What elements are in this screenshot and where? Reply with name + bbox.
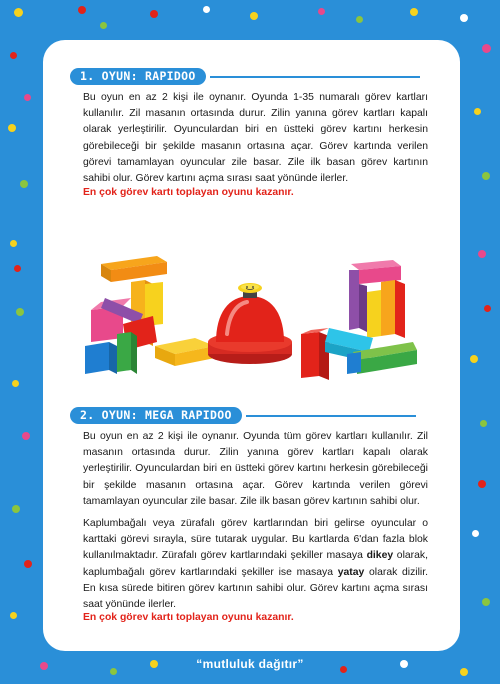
confetti-dot (12, 505, 20, 513)
game1-title: 1. OYUN: RAPIDOO (70, 68, 206, 85)
confetti-dot (20, 180, 28, 188)
confetti-dot (470, 355, 478, 363)
game2-paragraph-2 (83, 516, 428, 613)
game1-paragraph: Bu oyun en az 2 kişi ile oynanır. Oyunda 1-35 numaralı görev kartları kullanılır. Zil masanın ortasında durur. Zilin yanına görev kartları kapalı olarak yerleştirilir. Oyunculardan biri en üstteki görev kartını herkesin görebileceği bir şekilde masanın ortasına açar. Görev kartında verilen görevi tamamlayan oyuncular zile basar. Zile ilk basan görev kartının sahibi olur. Görev kartını açma sırası saat yönünde ilerler. (83, 92, 428, 185)
red-pillar (301, 328, 329, 380)
confetti-dot (250, 12, 258, 20)
right-block-stack (325, 260, 417, 374)
left-block-stack (85, 256, 167, 374)
confetti-dot (14, 265, 21, 272)
game2-p2-dikey: dikey (366, 550, 394, 562)
confetti-dot (78, 6, 86, 14)
confetti-dot (478, 480, 486, 488)
confetti-dot (150, 10, 158, 18)
confetti-dot (203, 6, 210, 13)
game2-title: 2. OYUN: MEGA RAPIDOO (70, 407, 242, 424)
confetti-dot (482, 172, 490, 180)
confetti-dot (480, 420, 487, 427)
confetti-dot (484, 305, 491, 312)
game2-win-rule: En çok görev kartı toplayan oyunu kazanır. (83, 612, 294, 623)
confetti-dot (472, 530, 479, 537)
game2-p2-part-c: olarak dizilir. En kısa sürede bitiren görev kartının sahibi olur. Görev kartını açma sırası saat yönünde ilerler. (83, 566, 428, 611)
game2-p2-yatay: yatay (337, 566, 365, 578)
confetti-dot (356, 16, 363, 23)
confetti-dot (22, 432, 30, 440)
confetti-dot (100, 22, 107, 29)
confetti-dot (410, 8, 418, 16)
confetti-dot (24, 560, 32, 568)
bell-icon (208, 283, 292, 364)
confetti-dot (460, 14, 468, 22)
blocks-and-bell-illustration (83, 242, 418, 392)
game1-win-rule: En çok görev kartı toplayan oyunu kazanır. (83, 187, 294, 198)
confetti-dot (478, 250, 486, 258)
confetti-dot (10, 612, 17, 619)
confetti-dot (12, 380, 19, 387)
game2-p2-part-b: olarak, kaplumbağalı görev kartlarındaki şekiller ise masaya (83, 550, 428, 578)
yellow-prism (155, 338, 215, 366)
confetti-dot (10, 240, 17, 247)
confetti-dot (14, 8, 23, 17)
confetti-dot (482, 598, 490, 606)
confetti-dot (318, 8, 325, 15)
game2-paragraph-1: Bu oyun en az 2 kişi ile oynanır. Oyunda tüm görev kartları kullanılır. Zil masanın ortasında durur. Zilin yanına görev kartları kapalı olarak yerleştirilir. Oyunculardan biri en üstteki görev kartını herkesin görebileceği bir şekilde masanın ortasına açar. Görev kartında verilen görevi tamamlayan oyuncular zile basar. Zile ilk basan görev kartının sahibi olur. (83, 431, 428, 507)
footer-slogan: “mutluluk dağıtır” (196, 657, 304, 671)
confetti-dot (482, 44, 491, 53)
confetti-dot (16, 308, 24, 316)
confetti-dot (8, 124, 16, 132)
confetti-dot (24, 94, 31, 101)
confetti-dot (10, 52, 17, 59)
game2-p2-part-a: Kaplumbağalı veya zürafalı görev kartlarından biri gelirse oyuncular o karttaki görevi sırayla, süre tutarak uygular. Bu kartlarda 6'dan fazla blok kullanılmaktadır. Zürafalı görev kartlarındaki şekiller masaya (83, 518, 428, 562)
confetti-dot (474, 108, 481, 115)
